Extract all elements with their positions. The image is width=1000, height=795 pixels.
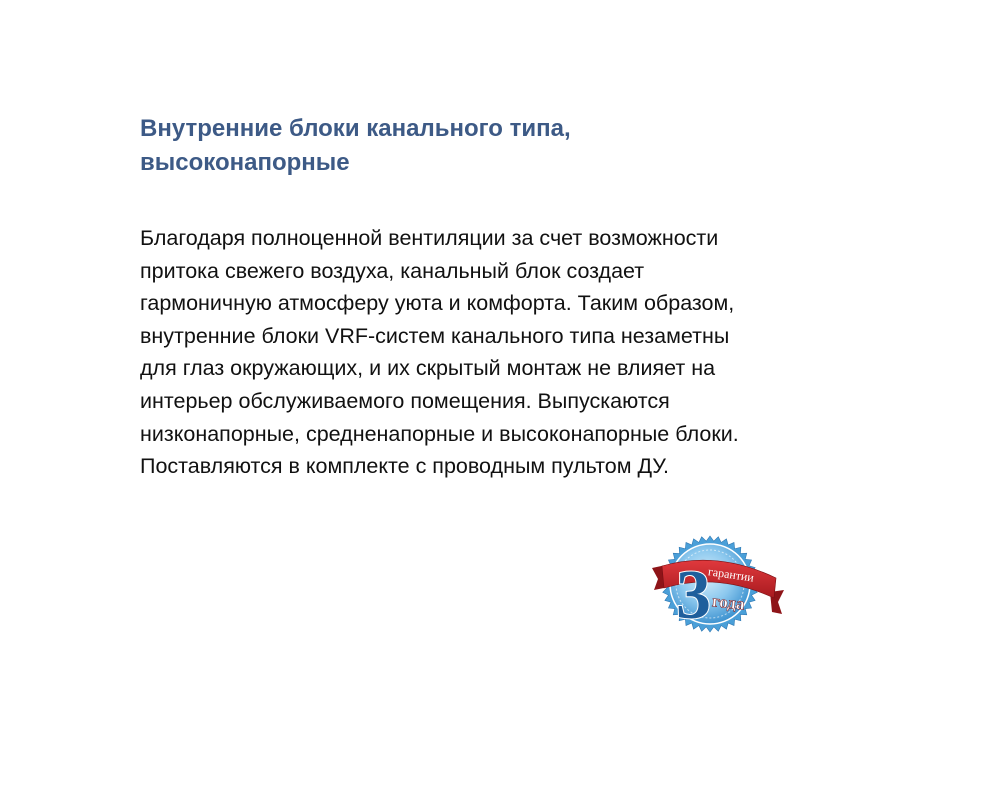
- page-title: [140, 112, 760, 180]
- description-paragraph: [140, 222, 900, 483]
- paragraph-line: низконапорные, средненапорные и высоконапорные блоки.: [140, 421, 739, 446]
- paragraph-line: гармоничную атмосферу уюта и комфорта. Таким образом,: [140, 291, 735, 316]
- paragraph-line: интерьер обслуживаемого помещения. Выпускаются: [140, 388, 670, 413]
- title-line-2: высоконапорные: [140, 149, 350, 176]
- paragraph-line: для глаз окружающих, и их скрытый монтаж не влияет на: [140, 356, 716, 381]
- ribbon-text-bottom: года: [711, 591, 746, 614]
- warranty-number: 3: [676, 557, 711, 634]
- title-line-1: Внутренние блоки канального типа,: [140, 115, 571, 142]
- paragraph-line: Благодаря полноценной вентиляции за счет возможности: [140, 226, 719, 250]
- warranty-seal-icon: [648, 532, 788, 636]
- paragraph-line: внутренние блоки VRF-систем канального типа незаметны: [140, 323, 730, 348]
- paragraph-line: Поставляются в комплекте с проводным пультом ДУ.: [140, 454, 670, 479]
- paragraph-line: притока свежего воздуха, канальный блок создает: [140, 258, 645, 283]
- ribbon-text-top: гарантии: [707, 564, 755, 585]
